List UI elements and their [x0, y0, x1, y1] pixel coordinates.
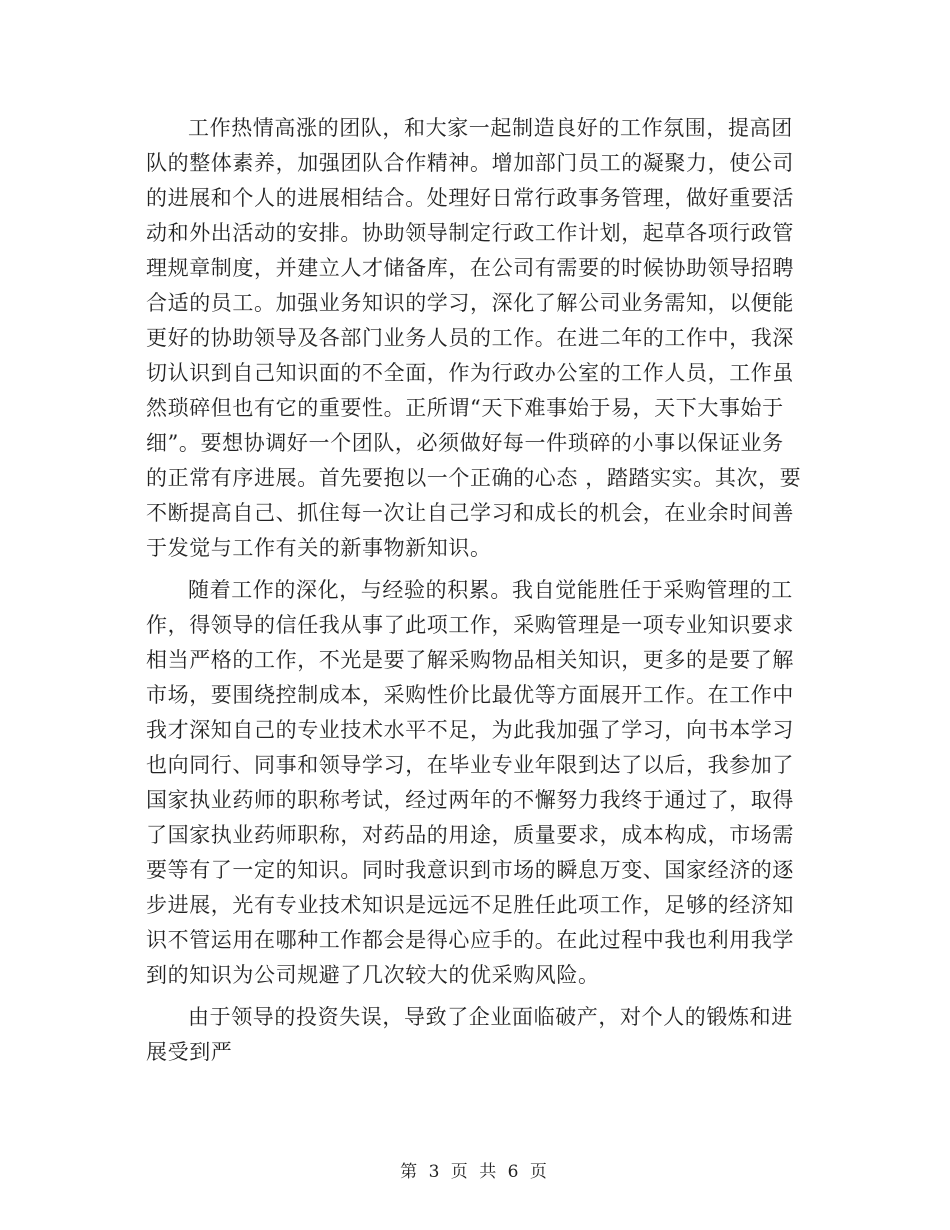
text-line: 的进展和个人的进展相结合。处理好日常行政事务管理，做好重要活 — [146, 186, 794, 210]
text-line: 随着工作的深化，与经验的积累。我自觉能胜任于采购管理的工 — [188, 578, 793, 602]
text-line: 步进展，光有专业技术知识是远远不足胜任此项工作，足够的经济知 — [146, 893, 794, 917]
text-line: 要等有了一定的知识。同时我意识到市场的瞬息万变、国家经济的逐 — [146, 858, 794, 882]
text-line: 识不管运用在哪种工作都会是得心应手的。在此过程中我也利用我学 — [146, 928, 794, 952]
text-line: 更好的协助领导及各部门业务人员的工作。在进二年的工作中，我深 — [146, 326, 794, 350]
text-line: 理规章制度，并建立人才储备库，在公司有需要的时候协助领导招聘 — [146, 256, 794, 280]
text-line: 相当严格的工作，不光是要了解采购物品相关知识，更多的是要了解 — [146, 648, 794, 672]
text-line: 合适的员工。加强业务知识的学习，深化了解公司业务需知，以便能 — [146, 291, 794, 315]
text-line: 动和外出活动的安排。协助领导制定行政工作计划，起草各项行政管 — [146, 221, 794, 245]
page-number-footer: 第 3 页 共 6 页 — [400, 1162, 550, 1182]
text-line: 我才深知自己的专业技术水平不足，为此我加强了学习，向书本学习 — [146, 718, 794, 742]
text-line: 由于领导的投资失误，导致了企业面临破产，对个人的锻炼和进 — [188, 1005, 793, 1029]
text-line: 展受到严 — [146, 1040, 233, 1064]
text-line: 工作热情高涨的团队，和大家一起制造良好的工作氛围，提高团 — [188, 116, 793, 140]
text-line: 也向同行、同事和领导学习，在毕业专业年限到达了以后，我参加了 — [146, 753, 794, 777]
text-line: 细”。要想协调好一个团队，必须做好每一件琐碎的小事以保证业务 — [146, 431, 784, 455]
text-line: 作，得领导的信任我从事了此项工作，采购管理是一项专业知识要求 — [146, 613, 794, 637]
text-line: 然琐碎但也有它的重要性。正所谓“天下难事始于易，天下大事始于 — [146, 396, 784, 420]
text-line: 的正常有序进展。首先要抱以一个正确的心态 ，踏踏实实。其次，要 — [146, 466, 802, 490]
text-line: 于发觉与工作有关的新事物新知识。 — [146, 536, 492, 560]
text-line: 市场，要围绕控制成本，采购性价比最优等方面展开工作。在工作中 — [146, 683, 794, 707]
text-line: 不断提高自己、抓住每一次让自己学习和成长的机会，在业余时间善 — [146, 501, 794, 525]
text-line: 到的知识为公司规避了几次较大的优采购风险。 — [146, 963, 600, 987]
text-line: 切认识到自己知识面的不全面，作为行政办公室的工作人员，工作虽 — [146, 361, 794, 385]
text-line: 了国家执业药师职称，对药品的用途，质量要求，成本构成，市场需 — [146, 823, 794, 847]
text-line: 国家执业药师的职称考试，经过两年的不懈努力我终于通过了，取得 — [146, 788, 794, 812]
text-line: 队的整体素养，加强团队合作精神。增加部门员工的凝聚力，使公司 — [146, 151, 794, 175]
